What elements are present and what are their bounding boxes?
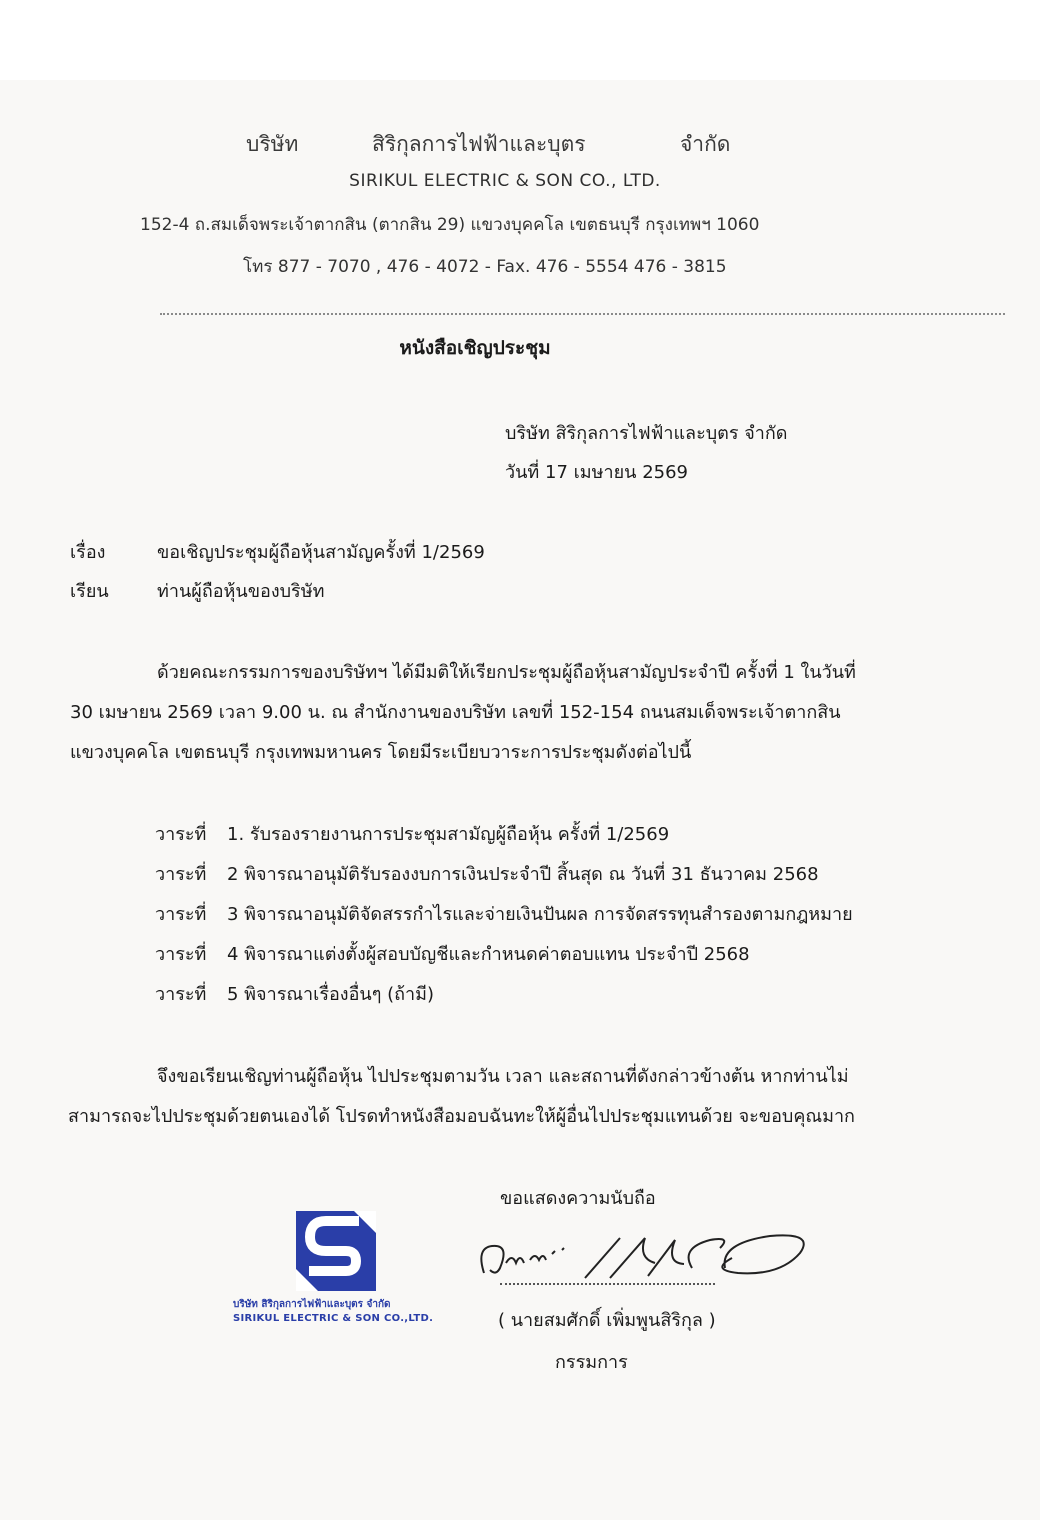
agenda-text: 5 พิจารณาเรื่องอื่นๆ (ถ้ามี): [227, 984, 435, 1005]
agenda-text: 3 พิจารณาอนุมัติจัดสรรกำไรและจ่ายเงินปันผล การจัดสรรทุนสำรองตามกฎหมาย: [227, 904, 853, 925]
signature-image: [470, 1218, 820, 1293]
company-suffix: จำกัด: [680, 132, 731, 156]
company-address: 152-4 ถ.สมเด็จพระเจ้าตากสิน (ตากสิน 29) แขวงบุคคโล เขตธนบุรี กรุงเทพฯ 1060: [140, 215, 760, 235]
closing-text: ขอแสดงความนับถือ: [500, 1188, 656, 1209]
seal-english-name: SIRIKUL ELECTRIC & SON CO.,LTD.: [233, 1313, 434, 1324]
agenda-item-4: [155, 939, 750, 968]
signature-line: [500, 1283, 715, 1285]
agenda-item-3: [155, 899, 853, 928]
signatory-title: กรรมการ: [555, 1352, 628, 1373]
agenda-label: วาระที่: [155, 944, 207, 965]
to-label: เรียน: [70, 581, 109, 602]
para2-line1: จึงขอเรียนเชิญท่านผู้ถือหุ้น ไปประชุมตามวัน เวลา และสถานที่ดังกล่าวข้างต้น หากท่านไม่: [157, 1066, 849, 1087]
company-logo-icon: [296, 1211, 376, 1291]
agenda-text: 1. รับรองรายงานการประชุมสามัญผู้ถือหุ้น ครั้งที่ 1/2569: [227, 824, 670, 845]
para1-line1: ด้วยคณะกรรมการของบริษัทฯ ได้มีมติให้เรียกประชุมผู้ถือหุ้นสามัญประจำปี ครั้งที่ 1 ในวันที่: [157, 662, 856, 683]
para2-line2: สามารถจะไปประชุมด้วยตนเองได้ โปรดทำหนังสือมอบฉันทะให้ผู้อื่นไปประชุมแทนด้วย จะขอบคุณมาก: [68, 1106, 855, 1127]
date-line: วันที่ 17 เมษายน 2569: [505, 462, 688, 483]
company-english-name: SIRIKUL ELECTRIC & SON CO., LTD.: [349, 171, 661, 191]
agenda-text: 4 พิจารณาแต่งตั้งผู้สอบบัญชีและกำหนดค่าตอบแทน ประจำปี 2568: [227, 944, 750, 965]
company-name: สิริกุลการไฟฟ้าและบุตร: [372, 132, 586, 156]
agenda-label: วาระที่: [155, 904, 207, 925]
signatory-name: ( นายสมศักดิ์ เพิ่มพูนสิริกุล ): [498, 1310, 716, 1331]
agenda-text: 2 พิจารณาอนุมัติรับรองงบการเงินประจำปี สิ้นสุด ณ วันที่ 31 ธันวาคม 2568: [227, 864, 819, 885]
to-text: ท่านผู้ถือหุ้นของบริษัท: [157, 581, 325, 602]
agenda-item-2: [155, 859, 819, 888]
para1-line2: 30 เมษายน 2569 เวลา 9.00 น. ณ สำนักงานของบริษัท เลขที่ 152-154 ถนนสมเด็จพระเจ้าตากสิน: [70, 702, 841, 723]
agenda-label: วาระที่: [155, 984, 207, 1005]
issuer-line: บริษัท สิริกุลการไฟฟ้าและบุตร จำกัด: [505, 423, 788, 444]
subject-text: ขอเชิญประชุมผู้ถือหุ้นสามัญครั้งที่ 1/2569: [157, 542, 485, 563]
document-title: หนังสือเชิญประชุม: [399, 337, 551, 359]
seal-thai-name: บริษัท สิริกุลการไฟฟ้าและบุตร จำกัด: [233, 1299, 391, 1310]
company-prefix: บริษัท: [246, 132, 299, 156]
letter-paper: [0, 80, 1040, 1520]
agenda-item-5: [155, 979, 434, 1008]
subject-label: เรื่อง: [70, 542, 106, 563]
agenda-label: วาระที่: [155, 864, 207, 885]
agenda-item-1: [155, 819, 669, 848]
header-divider: [160, 313, 1005, 315]
para1-line3: แขวงบุคคโล เขตธนบุรี กรุงเทพมหานคร โดยมีระเบียบวาระการประชุมดังต่อไปนี้: [70, 742, 692, 763]
agenda-label: วาระที่: [155, 824, 207, 845]
company-phone: โทร 877 - 7070 , 476 - 4072 - Fax. 476 - 5554 476 - 3815: [243, 257, 727, 277]
